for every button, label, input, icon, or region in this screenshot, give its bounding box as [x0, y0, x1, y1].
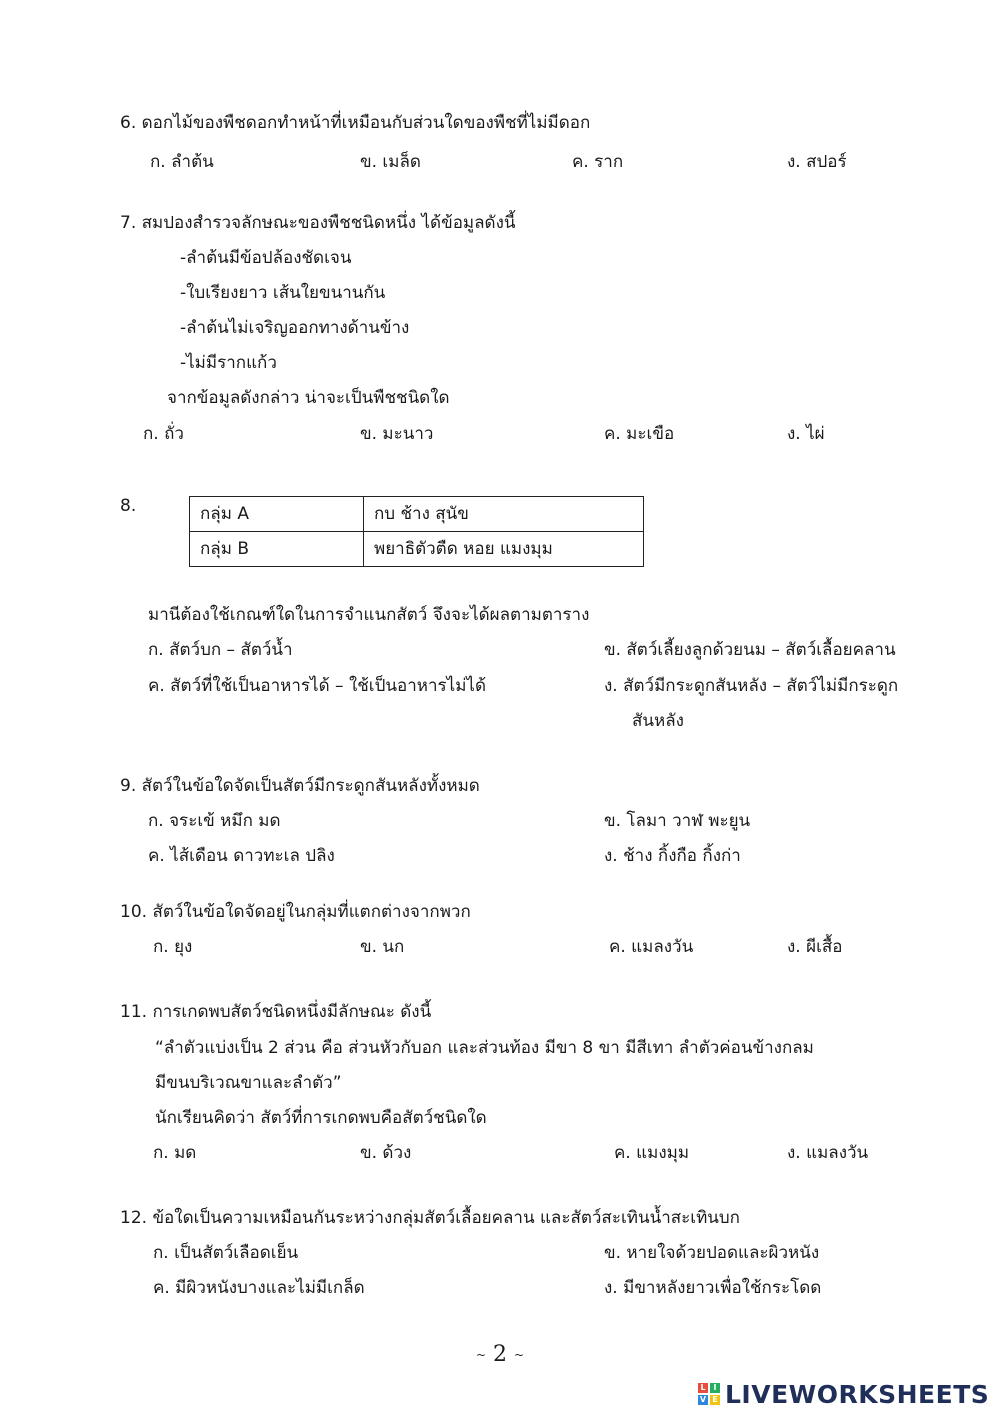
logo-letter: I — [710, 1383, 720, 1393]
liveworksheets-logo — [698, 1379, 989, 1409]
q6-option-a: ก. ลำต้น — [150, 152, 214, 172]
table-row — [190, 532, 644, 567]
q11-option-c: ค. แมงมุม — [614, 1143, 690, 1163]
q8-option-a: ก. สัตว์บก – สัตว์น้ำ — [148, 640, 293, 660]
q9-option-c: ค. ไส้เดือน ดาวทะเล ปลิง — [148, 846, 335, 866]
logo-text: LIVEWORKSHEETS — [725, 1379, 990, 1409]
q7-option-c: ค. มะเขือ — [604, 424, 675, 444]
q12-option-c: ค. มีผิวหนังบางและไม่มีเกล็ด — [153, 1278, 365, 1298]
q11-stem: 11. การเกดพบสัตว์ชนิดหนึ่งมีลักษณะ ดังนี้ — [120, 1002, 432, 1022]
q9-option-a: ก. จระเข้ หมึก มด — [148, 811, 281, 831]
q12-option-d: ง. มีขาหลังยาวเพื่อใช้กระโดด — [604, 1278, 822, 1298]
logo-letter: E — [710, 1395, 720, 1405]
q7-prompt: จากข้อมูลดังกล่าว น่าจะเป็นพืชชนิดใด — [167, 388, 450, 408]
q11-option-a: ก. มด — [153, 1143, 197, 1163]
logo-letter: V — [699, 1395, 707, 1404]
q8-stem: มานีต้องใช้เกณฑ์ใดในการจำแนกสัตว์ จึงจะได้ผลตามตาราง — [148, 605, 590, 625]
liveworksheets-logo-icon — [698, 1383, 720, 1405]
q7-fact: -ลำต้นไม่เจริญออกทางด้านข้าง — [180, 318, 410, 338]
q10-option-c: ค. แมลงวัน — [609, 937, 694, 957]
q11-option-b: ข. ด้วง — [360, 1143, 412, 1163]
q8-group-b-label: กลุ่ม B — [190, 532, 364, 567]
tilde-left: ~ — [475, 1348, 486, 1362]
q11-prompt: นักเรียนคิดว่า สัตว์ที่การเกดพบคือสัตว์ชนิดใด — [155, 1108, 487, 1128]
q6-option-c: ค. ราก — [572, 152, 624, 172]
q7-stem: 7. สมปองสำรวจลักษณะของพืชชนิดหนึ่ง ได้ข้อมูลดังนี้ — [120, 213, 516, 233]
q11-quote-line2: มีขนบริเวณขาและลำตัว” — [155, 1073, 342, 1093]
q7-option-a: ก. ถั่ว — [143, 424, 184, 444]
q8-number: 8. — [120, 496, 137, 516]
q11-quote-line1: “ลำตัวแบ่งเป็น 2 ส่วน คือ ส่วนหัวกับอก และส่วนท้อง มีขา 8 ขา มีสีเทา ลำตัวค่อนข้างกลม — [155, 1038, 814, 1058]
q6-option-d: ง. สปอร์ — [787, 152, 847, 172]
q8-option-c: ค. สัตว์ที่ใช้เป็นอาหารได้ – ใช้เป็นอาหารไม่ได้ — [148, 676, 486, 696]
q9-option-b: ข. โลมา วาฬ พะยูน — [604, 811, 751, 831]
q9-option-d: ง. ช้าง กิ้งกือ กิ้งก่า — [604, 846, 741, 866]
q12-stem: 12. ข้อใดเป็นความเหมือนกันระหว่างกลุ่มสัตว์เลื้อยคลาน และสัตว์สะเทินน้ำสะเทินบก — [120, 1208, 740, 1228]
logo-letter: L — [698, 1383, 708, 1393]
q8-option-d: ง. สัตว์มีกระดูกสันหลัง – สัตว์ไม่มีกระดูก — [604, 676, 899, 696]
q10-option-b: ข. นก — [360, 937, 405, 957]
q8-group-a-label: กลุ่ม A — [190, 497, 364, 532]
q7-option-d: ง. ไผ่ — [787, 424, 825, 444]
q8-group-table — [189, 496, 644, 567]
q8-option-d-continued: สันหลัง — [632, 711, 684, 731]
q8-group-a-members: กบ ช้าง สุนัข — [364, 497, 644, 532]
tilde-right: ~ — [514, 1348, 525, 1362]
q11-option-d: ง. แมลงวัน — [787, 1143, 869, 1163]
q6-stem: 6. ดอกไม้ของพืชดอกทำหน้าที่เหมือนกับส่วนใดของพืชที่ไม่มีดอก — [120, 113, 591, 133]
q10-option-d: ง. ผีเสื้อ — [787, 937, 843, 957]
table-row — [190, 497, 644, 532]
q6-option-b: ข. เมล็ด — [360, 152, 421, 172]
q7-fact: -ใบเรียงยาว เส้นใยขนานกัน — [180, 283, 386, 303]
q10-stem: 10. สัตว์ในข้อใดจัดอยู่ในกลุ่มที่แตกต่างจากพวก — [120, 902, 471, 922]
page-number-value: 2 — [493, 1342, 507, 1367]
q8-option-b: ข. สัตว์เลี้ยงลูกด้วยนม – สัตว์เลื้อยคลาน — [604, 640, 896, 660]
q10-option-a: ก. ยุง — [153, 937, 193, 957]
q9-stem: 9. สัตว์ในข้อใดจัดเป็นสัตว์มีกระดูกสันหลังทั้งหมด — [120, 776, 480, 796]
page-number — [0, 1342, 1000, 1367]
q7-option-b: ข. มะนาว — [360, 424, 434, 444]
q7-fact: -ลำต้นมีข้อปล้องชัดเจน — [180, 248, 352, 268]
q12-option-b: ข. หายใจด้วยปอดและผิวหนัง — [604, 1243, 820, 1263]
q8-group-b-members: พยาธิตัวตืด หอย แมงมุม — [364, 532, 644, 567]
q12-option-a: ก. เป็นสัตว์เลือดเย็น — [153, 1243, 299, 1263]
q7-fact: -ไม่มีรากแก้ว — [180, 353, 277, 373]
